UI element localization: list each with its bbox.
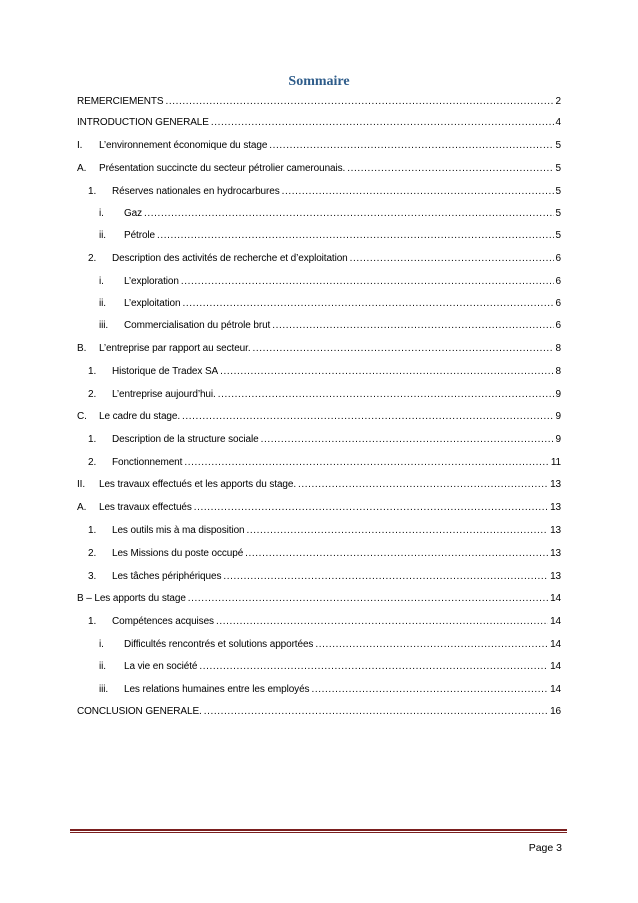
toc-leader-dots (144, 206, 553, 222)
toc-entry[interactable] (77, 432, 561, 448)
toc-leader-dots (247, 523, 549, 539)
toc-entry-number: ii. (99, 230, 106, 241)
toc-entry-title: Les relations humaines entre les employés (124, 684, 310, 695)
toc-leader-dots (245, 546, 548, 562)
toc-entry[interactable] (77, 409, 561, 425)
toc-entry-title: Description de la structure sociale (112, 434, 259, 445)
toc-entry[interactable] (77, 614, 561, 630)
toc-entry[interactable] (77, 115, 561, 131)
toc-leader-dots (165, 94, 553, 110)
page-number: Page 3 (528, 842, 562, 854)
toc-entry[interactable] (77, 296, 561, 312)
toc-entry-page: 5 (555, 186, 561, 197)
toc-leader-dots (350, 251, 554, 267)
toc-leader-dots (253, 341, 554, 357)
toc-leader-dots (282, 184, 554, 200)
toc-entry[interactable] (77, 184, 561, 200)
toc-entry-number: i. (99, 208, 104, 219)
toc-entry-page: 14 (550, 639, 561, 650)
toc-entry-title: L’entreprise aujourd’hui. (112, 389, 216, 400)
toc-entry-number: 3. (88, 571, 97, 582)
toc-entry-page: 4 (555, 117, 561, 128)
toc-entry-title: Compétences acquises (112, 616, 214, 627)
toc-entry[interactable] (77, 161, 561, 177)
toc-entry[interactable] (77, 251, 561, 267)
toc-entry-title: Présentation succincte du secteur pétrolier camerounais. (99, 163, 346, 174)
toc-entry[interactable] (77, 569, 561, 585)
toc-entry[interactable] (77, 138, 561, 154)
toc-entry-number: A. (77, 502, 87, 513)
toc-entry-page: 8 (555, 343, 561, 354)
toc-entry-number: II. (77, 479, 86, 490)
toc-entry-number: i. (99, 276, 104, 287)
toc-entry-number: I. (77, 140, 83, 151)
toc-entry[interactable] (77, 591, 561, 607)
toc-leader-dots (157, 228, 554, 244)
page-title: Sommaire (288, 74, 350, 89)
toc-entry-title: La vie en société (124, 661, 198, 672)
toc-entry-page: 5 (555, 230, 561, 241)
toc-entry[interactable] (77, 228, 561, 244)
toc-entry[interactable] (77, 455, 561, 471)
toc-leader-dots (182, 296, 553, 312)
toc-entry-page: 13 (550, 548, 561, 559)
toc-entry-title: Fonctionnement (112, 457, 183, 468)
toc-entry-title: L’entreprise par rapport au secteur. (99, 343, 251, 354)
toc-entry[interactable] (77, 523, 561, 539)
toc-entry[interactable] (77, 682, 561, 698)
toc-entry-number: i. (99, 639, 104, 650)
toc-entry-page: 9 (555, 389, 561, 400)
toc-entry-number: 1. (88, 616, 97, 627)
toc-leader-dots (211, 115, 554, 131)
toc-entry[interactable] (77, 274, 561, 290)
toc-entry-title: Pétrole (124, 230, 155, 241)
toc-entry-page: 5 (555, 163, 561, 174)
toc-entry-number: 2. (88, 253, 97, 264)
toc-entry-title: Les travaux effectués (99, 502, 192, 513)
toc-entry-page: 14 (550, 616, 561, 627)
toc-entry-page: 9 (555, 411, 561, 422)
toc-leader-dots (272, 318, 553, 334)
toc-entry[interactable] (77, 704, 561, 720)
toc-entry-title: CONCLUSION GENERALE. (77, 706, 202, 717)
toc-entry-page: 9 (555, 434, 561, 445)
toc-entry-number: iii. (99, 684, 109, 695)
toc-entry[interactable] (77, 500, 561, 516)
toc-entry-title: Historique de Tradex SA (112, 366, 219, 377)
toc-entry-page: 16 (550, 706, 561, 717)
toc-entry-page: 13 (550, 479, 561, 490)
toc-leader-dots (298, 477, 548, 493)
footer-rule (70, 829, 567, 831)
toc-entry-page: 13 (550, 502, 561, 513)
toc-entry[interactable] (77, 94, 561, 110)
toc-entry[interactable] (77, 546, 561, 562)
toc-entry[interactable] (77, 637, 561, 653)
toc-entry-title: Le cadre du stage. (99, 411, 181, 422)
toc-entry[interactable] (77, 364, 561, 380)
toc-entry-page: 13 (550, 525, 561, 536)
toc-leader-dots (220, 364, 553, 380)
toc-entry-page: 8 (555, 366, 561, 377)
toc-entry-title: Réserves nationales en hydrocarbures (112, 186, 280, 197)
footer-rule-thin (70, 832, 567, 833)
toc-entry-number: iii. (99, 320, 109, 331)
toc-leader-dots (204, 704, 548, 720)
toc-entry-number: 2. (88, 389, 97, 400)
toc-entry-title: REMERCIEMENTS (77, 96, 164, 107)
toc-entry-title: L’environnement économique du stage (99, 140, 268, 151)
toc-entry-number: A. (77, 163, 87, 174)
toc-entry-title: Gaz (124, 208, 143, 219)
toc-leader-dots (218, 387, 554, 403)
toc-entry-title: Description des activités de recherche et d’exploitation (112, 253, 348, 264)
toc-entry-page: 6 (555, 253, 561, 264)
toc-entry-number: 2. (88, 548, 97, 559)
toc-entry[interactable] (77, 477, 561, 493)
toc-entry-page: 11 (550, 457, 561, 468)
toc-leader-dots (223, 569, 548, 585)
toc-leader-dots (347, 161, 553, 177)
toc-leader-dots (315, 637, 548, 653)
toc-entry-number: 1. (88, 525, 97, 536)
toc-entry-title: Commercialisation du pétrole brut (124, 320, 271, 331)
toc-entry-title: B – Les apports du stage (77, 593, 186, 604)
toc-entry-title: Les tâches périphériques (112, 571, 222, 582)
toc-entry-page: 6 (555, 298, 561, 309)
toc-entry[interactable] (77, 206, 561, 222)
toc-entry-title: Les Missions du poste occupé (112, 548, 244, 559)
toc-entry-number: ii. (99, 661, 106, 672)
toc-entry-title: L’exploration (124, 276, 179, 287)
toc-leader-dots (199, 659, 548, 675)
toc-entry-page: 14 (550, 684, 561, 695)
toc-entry-page: 14 (550, 661, 561, 672)
toc-leader-dots (269, 138, 553, 154)
toc-entry-number: B. (77, 343, 87, 354)
toc-entry-title: Les travaux effectués et les apports du stage. (99, 479, 297, 490)
toc-entry-page: 13 (550, 571, 561, 582)
toc-entry-title: INTRODUCTION GENERALE (77, 117, 209, 128)
toc-entry-page: 5 (555, 140, 561, 151)
toc-leader-dots (261, 432, 554, 448)
toc-leader-dots (188, 591, 548, 607)
toc-entry-page: 5 (555, 208, 561, 219)
toc-entry-page: 6 (555, 320, 561, 331)
toc-entry-number: 2. (88, 457, 97, 468)
toc-entry-number: 1. (88, 434, 97, 445)
toc-entry-page: 14 (550, 593, 561, 604)
toc-entry-page: 6 (555, 276, 561, 287)
toc-entry[interactable] (77, 659, 561, 675)
toc-leader-dots (184, 455, 549, 471)
toc-entry-title: Les outils mis à ma disposition (112, 525, 245, 536)
toc-leader-dots (311, 682, 548, 698)
toc-entry-number: ii. (99, 298, 106, 309)
toc-entry-title: L’exploitation (124, 298, 181, 309)
toc-leader-dots (194, 500, 548, 516)
toc-entry[interactable] (77, 318, 561, 334)
toc-leader-dots (181, 274, 554, 290)
toc-entry-title: Difficultés rencontrés et solutions apportées (124, 639, 314, 650)
toc-entry-number: 1. (88, 366, 97, 377)
toc-entry-number: C. (77, 411, 87, 422)
toc-entry-number: 1. (88, 186, 97, 197)
toc-entry[interactable] (77, 341, 561, 357)
toc-entry-page: 2 (555, 96, 561, 107)
toc-leader-dots (182, 409, 553, 425)
toc-leader-dots (216, 614, 548, 630)
toc-entry[interactable] (77, 387, 561, 403)
